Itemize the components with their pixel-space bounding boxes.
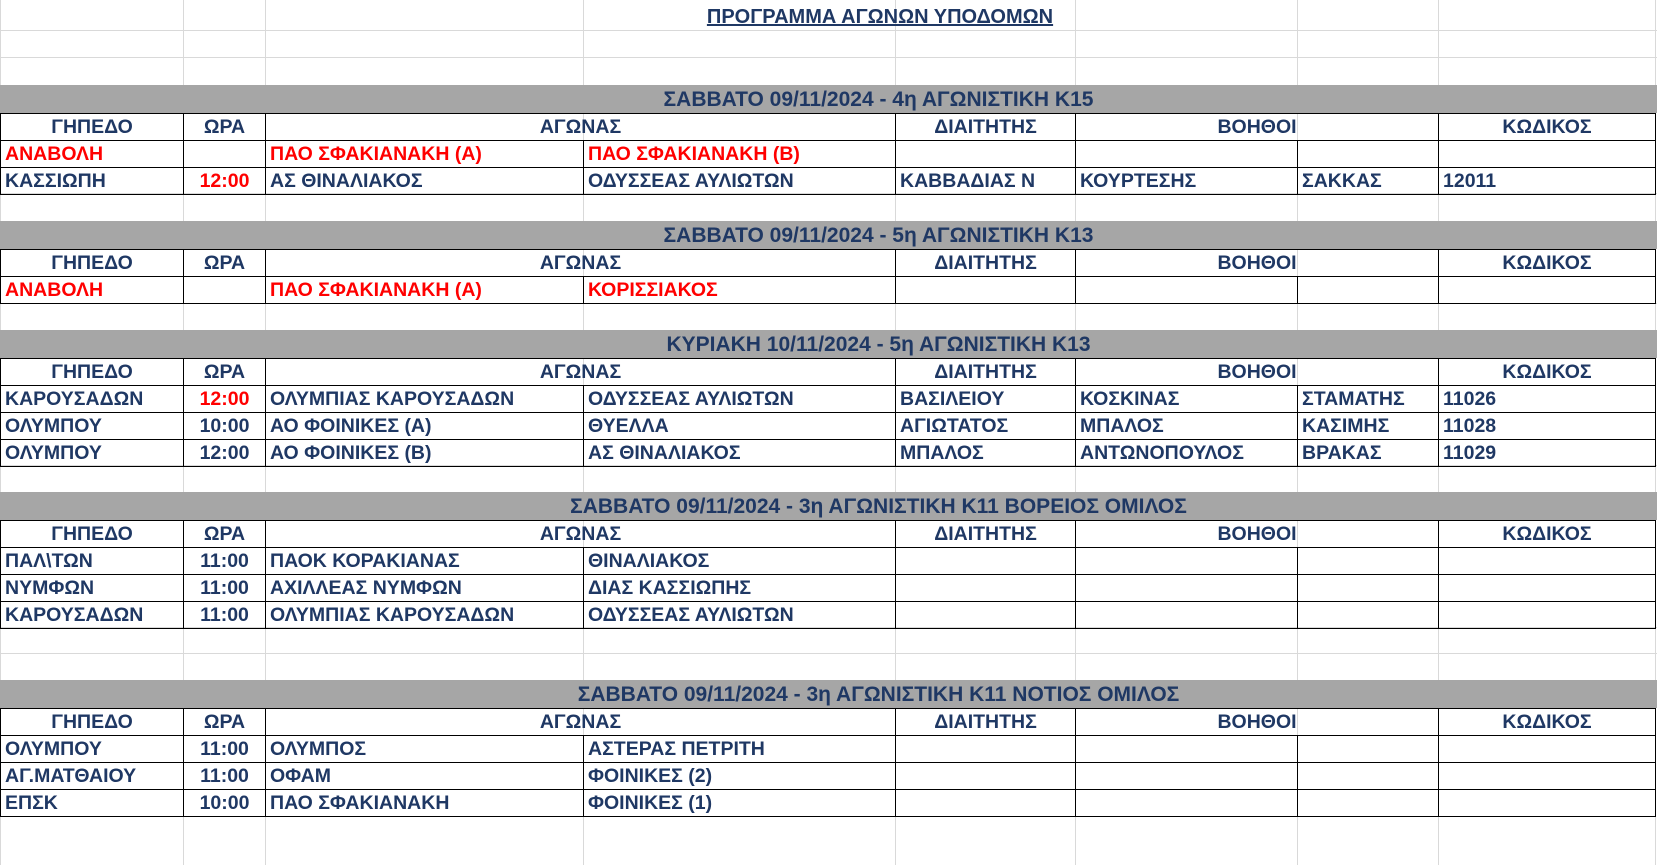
away-team-cell: ΟΔΥΣΣΕΑΣ ΑΥΛΙΩΤΩΝ (584, 386, 896, 413)
header-assistants: ΒΟΗΘΟΙ (1076, 114, 1439, 141)
header-time: ΩΡΑ (184, 521, 266, 548)
referee-cell (896, 548, 1076, 575)
header-time: ΩΡΑ (184, 709, 266, 736)
home-team-cell: ΑΟ ΦΟΙΝΙΚΕΣ (Α) (266, 413, 584, 440)
header-referee: ΔΙΑΙΤΗΤΗΣ (896, 250, 1076, 277)
away-team-cell: ΟΔΥΣΣΕΑΣ ΑΥΛΙΩΤΩΝ (584, 168, 896, 195)
assistant-2-cell (1298, 548, 1439, 575)
home-team-cell: ΠΑΟ ΣΦΑΚΙΑΝΑΚΗ (Α) (266, 141, 584, 168)
header-row (1, 359, 1656, 386)
header-row (1, 250, 1656, 277)
time-cell: 11:00 (184, 575, 266, 602)
page-title: ΠΡΟΓΡΑΜΜΑ ΑΓΩΝΩΝ ΥΠΟΔΟΜΩΝ (706, 6, 1054, 28)
field-cell: ΠΑΛ\ΤΩΝ (1, 548, 184, 575)
header-row (1, 114, 1656, 141)
referee-cell (896, 575, 1076, 602)
header-match: ΑΓΩΝΑΣ (266, 359, 896, 386)
schedule-section (0, 221, 1657, 304)
section-heading: ΣΑΒΒΑΤΟ 09/11/2024 - 5η ΑΓΩΝΙΣΤΙΚΗ Κ13 (0, 221, 1657, 249)
schedule-section (0, 330, 1657, 467)
code-cell: 11026 (1439, 386, 1656, 413)
schedule-section (0, 680, 1657, 817)
table-row (1, 790, 1656, 817)
gridline-horizontal (0, 57, 1657, 58)
header-code: ΚΩΔΙΚΟΣ (1439, 250, 1656, 277)
header-field: ΓΗΠΕΔΟ (1, 709, 184, 736)
home-team-cell: ΑΧΙΛΛΕΑΣ ΝΥΜΦΩΝ (266, 575, 584, 602)
assistant-1-cell: ΚΟΣΚΙΝΑΣ (1076, 386, 1298, 413)
assistant-1-cell (1076, 790, 1298, 817)
header-code: ΚΩΔΙΚΟΣ (1439, 709, 1656, 736)
referee-cell (896, 277, 1076, 304)
table-row (1, 277, 1656, 304)
field-cell: ΑΝΑΒΟΛΗ (1, 277, 184, 304)
section-heading: ΣΑΒΒΑΤΟ 09/11/2024 - 3η ΑΓΩΝΙΣΤΙΚΗ Κ11 ΒΟΡΕΙΟΣ ΟΜΙΛΟΣ (0, 492, 1657, 520)
header-code: ΚΩΔΙΚΟΣ (1439, 359, 1656, 386)
assistant-2-cell (1298, 790, 1439, 817)
table-row (1, 736, 1656, 763)
header-assistants: ΒΟΗΘΟΙ (1076, 359, 1439, 386)
code-cell (1439, 548, 1656, 575)
assistant-1-cell: ΚΟΥΡΤΕΣΗΣ (1076, 168, 1298, 195)
header-assistants: ΒΟΗΘΟΙ (1076, 250, 1439, 277)
match-table (0, 249, 1656, 304)
code-cell (1439, 736, 1656, 763)
code-cell (1439, 602, 1656, 629)
header-assistants: ΒΟΗΘΟΙ (1076, 709, 1439, 736)
referee-cell (896, 602, 1076, 629)
code-cell: 11029 (1439, 440, 1656, 467)
header-code: ΚΩΔΙΚΟΣ (1439, 521, 1656, 548)
time-cell: 12:00 (184, 386, 266, 413)
header-field: ΓΗΠΕΔΟ (1, 521, 184, 548)
section-heading: ΣΑΒΒΑΤΟ 09/11/2024 - 4η ΑΓΩΝΙΣΤΙΚΗ Κ15 (0, 85, 1657, 113)
table-row (1, 413, 1656, 440)
table-row (1, 548, 1656, 575)
assistant-2-cell (1298, 277, 1439, 304)
assistant-2-cell: ΣΤΑΜΑΤΗΣ (1298, 386, 1439, 413)
home-team-cell: ΟΛΥΜΠΟΣ (266, 736, 584, 763)
schedule-section (0, 85, 1657, 195)
header-match: ΑΓΩΝΑΣ (266, 709, 896, 736)
home-team-cell: ΑΟ ΦΟΙΝΙΚΕΣ (Β) (266, 440, 584, 467)
field-cell: ΚΑΡΟΥΣΑΔΩΝ (1, 386, 184, 413)
assistant-2-cell (1298, 736, 1439, 763)
time-cell: 11:00 (184, 736, 266, 763)
assistant-2-cell: ΚΑΣΙΜΗΣ (1298, 413, 1439, 440)
time-cell: 10:00 (184, 413, 266, 440)
field-cell: ΟΛΥΜΠΟΥ (1, 413, 184, 440)
header-code: ΚΩΔΙΚΟΣ (1439, 114, 1656, 141)
header-referee: ΔΙΑΙΤΗΤΗΣ (896, 114, 1076, 141)
home-team-cell: ΟΛΥΜΠΙΑΣ ΚΑΡΟΥΣΑΔΩΝ (266, 386, 584, 413)
time-cell: 11:00 (184, 763, 266, 790)
match-table (0, 113, 1656, 195)
assistant-1-cell (1076, 575, 1298, 602)
code-cell (1439, 575, 1656, 602)
time-cell: 12:00 (184, 168, 266, 195)
referee-cell: ΚΑΒΒΑΔΙΑΣ Ν (896, 168, 1076, 195)
gridline-horizontal (0, 30, 1657, 31)
gridline-horizontal (0, 653, 1657, 654)
code-cell (1439, 763, 1656, 790)
away-team-cell: ΔΙΑΣ ΚΑΣΣΙΩΠΗΣ (584, 575, 896, 602)
assistant-1-cell: ΜΠΑΛΟΣ (1076, 413, 1298, 440)
header-match: ΑΓΩΝΑΣ (266, 250, 896, 277)
home-team-cell: ΠΑΟΚ ΚΟΡΑΚΙΑΝΑΣ (266, 548, 584, 575)
away-team-cell: ΚΟΡΙΣΣΙΑΚΟΣ (584, 277, 896, 304)
code-cell (1439, 790, 1656, 817)
header-row (1, 521, 1656, 548)
header-referee: ΔΙΑΙΤΗΤΗΣ (896, 521, 1076, 548)
assistant-2-cell: ΒΡΑΚΑΣ (1298, 440, 1439, 467)
table-row (1, 141, 1656, 168)
time-cell: 12:00 (184, 440, 266, 467)
referee-cell: ΜΠΑΛΟΣ (896, 440, 1076, 467)
away-team-cell: ΑΣ ΘΙΝΑΛΙΑΚΟΣ (584, 440, 896, 467)
code-cell (1439, 277, 1656, 304)
time-cell (184, 277, 266, 304)
assistant-1-cell (1076, 763, 1298, 790)
assistant-1-cell (1076, 141, 1298, 168)
away-team-cell: ΦΟΙΝΙΚΕΣ (2) (584, 763, 896, 790)
away-team-cell: ΘΥΕΛΛΑ (584, 413, 896, 440)
home-team-cell: ΠΑΟ ΣΦΑΚΙΑΝΑΚΗ (Α) (266, 277, 584, 304)
away-team-cell: ΘΙΝΑΛΙΑΚΟΣ (584, 548, 896, 575)
header-time: ΩΡΑ (184, 250, 266, 277)
time-cell (184, 141, 266, 168)
header-referee: ΔΙΑΙΤΗΤΗΣ (896, 359, 1076, 386)
time-cell: 10:00 (184, 790, 266, 817)
assistant-2-cell (1298, 763, 1439, 790)
code-cell: 11028 (1439, 413, 1656, 440)
table-row (1, 168, 1656, 195)
assistant-1-cell (1076, 277, 1298, 304)
referee-cell (896, 141, 1076, 168)
away-team-cell: ΑΣΤΕΡΑΣ ΠΕΤΡΙΤΗ (584, 736, 896, 763)
away-team-cell: ΦΟΙΝΙΚΕΣ (1) (584, 790, 896, 817)
header-field: ΓΗΠΕΔΟ (1, 359, 184, 386)
section-heading: ΚΥΡΙΑΚΗ 10/11/2024 - 5η ΑΓΩΝΙΣΤΙΚΗ Κ13 (0, 330, 1657, 358)
header-match: ΑΓΩΝΑΣ (266, 521, 896, 548)
home-team-cell: ΟΦΑΜ (266, 763, 584, 790)
field-cell: ΟΛΥΜΠΟΥ (1, 736, 184, 763)
field-cell: ΕΠΣΚ (1, 790, 184, 817)
assistant-2-cell: ΣΑΚΚΑΣ (1298, 168, 1439, 195)
match-table (0, 520, 1656, 629)
header-referee: ΔΙΑΙΤΗΤΗΣ (896, 709, 1076, 736)
referee-cell (896, 763, 1076, 790)
assistant-2-cell (1298, 602, 1439, 629)
code-cell (1439, 141, 1656, 168)
assistant-1-cell (1076, 548, 1298, 575)
field-cell: ΟΛΥΜΠΟΥ (1, 440, 184, 467)
away-team-cell: ΠΑΟ ΣΦΑΚΙΑΝΑΚΗ (Β) (584, 141, 896, 168)
table-row (1, 602, 1656, 629)
assistant-1-cell (1076, 736, 1298, 763)
field-cell: ΑΝΑΒΟΛΗ (1, 141, 184, 168)
table-row (1, 440, 1656, 467)
referee-cell: ΒΑΣΙΛΕΙΟΥ (896, 386, 1076, 413)
code-cell: 12011 (1439, 168, 1656, 195)
field-cell: ΚΑΡΟΥΣΑΔΩΝ (1, 602, 184, 629)
header-time: ΩΡΑ (184, 114, 266, 141)
match-table (0, 358, 1656, 467)
table-row (1, 386, 1656, 413)
table-row (1, 763, 1656, 790)
table-row (1, 575, 1656, 602)
home-team-cell: ΟΛΥΜΠΙΑΣ ΚΑΡΟΥΣΑΔΩΝ (266, 602, 584, 629)
header-assistants: ΒΟΗΘΟΙ (1076, 521, 1439, 548)
field-cell: ΑΓ.ΜΑΤΘΑΙΟΥ (1, 763, 184, 790)
section-heading: ΣΑΒΒΑΤΟ 09/11/2024 - 3η ΑΓΩΝΙΣΤΙΚΗ Κ11 ΝΟΤΙΟΣ ΟΜΙΛΟΣ (0, 680, 1657, 708)
time-cell: 11:00 (184, 548, 266, 575)
home-team-cell: ΠΑΟ ΣΦΑΚΙΑΝΑΚΗ (266, 790, 584, 817)
assistant-1-cell: ΑΝΤΩΝΟΠΟΥΛΟΣ (1076, 440, 1298, 467)
header-field: ΓΗΠΕΔΟ (1, 114, 184, 141)
referee-cell: ΑΓΙΩΤΑΤΟΣ (896, 413, 1076, 440)
field-cell: ΚΑΣΣΙΩΠΗ (1, 168, 184, 195)
schedule-section (0, 492, 1657, 629)
assistant-1-cell (1076, 602, 1298, 629)
header-time: ΩΡΑ (184, 359, 266, 386)
referee-cell (896, 790, 1076, 817)
header-field: ΓΗΠΕΔΟ (1, 250, 184, 277)
referee-cell (896, 736, 1076, 763)
match-table (0, 708, 1656, 817)
header-match: ΑΓΩΝΑΣ (266, 114, 896, 141)
assistant-2-cell (1298, 141, 1439, 168)
away-team-cell: ΟΔΥΣΣΕΑΣ ΑΥΛΙΩΤΩΝ (584, 602, 896, 629)
header-row (1, 709, 1656, 736)
time-cell: 11:00 (184, 602, 266, 629)
home-team-cell: ΑΣ ΘΙΝΑΛΙΑΚΟΣ (266, 168, 584, 195)
assistant-2-cell (1298, 575, 1439, 602)
field-cell: ΝΥΜΦΩΝ (1, 575, 184, 602)
